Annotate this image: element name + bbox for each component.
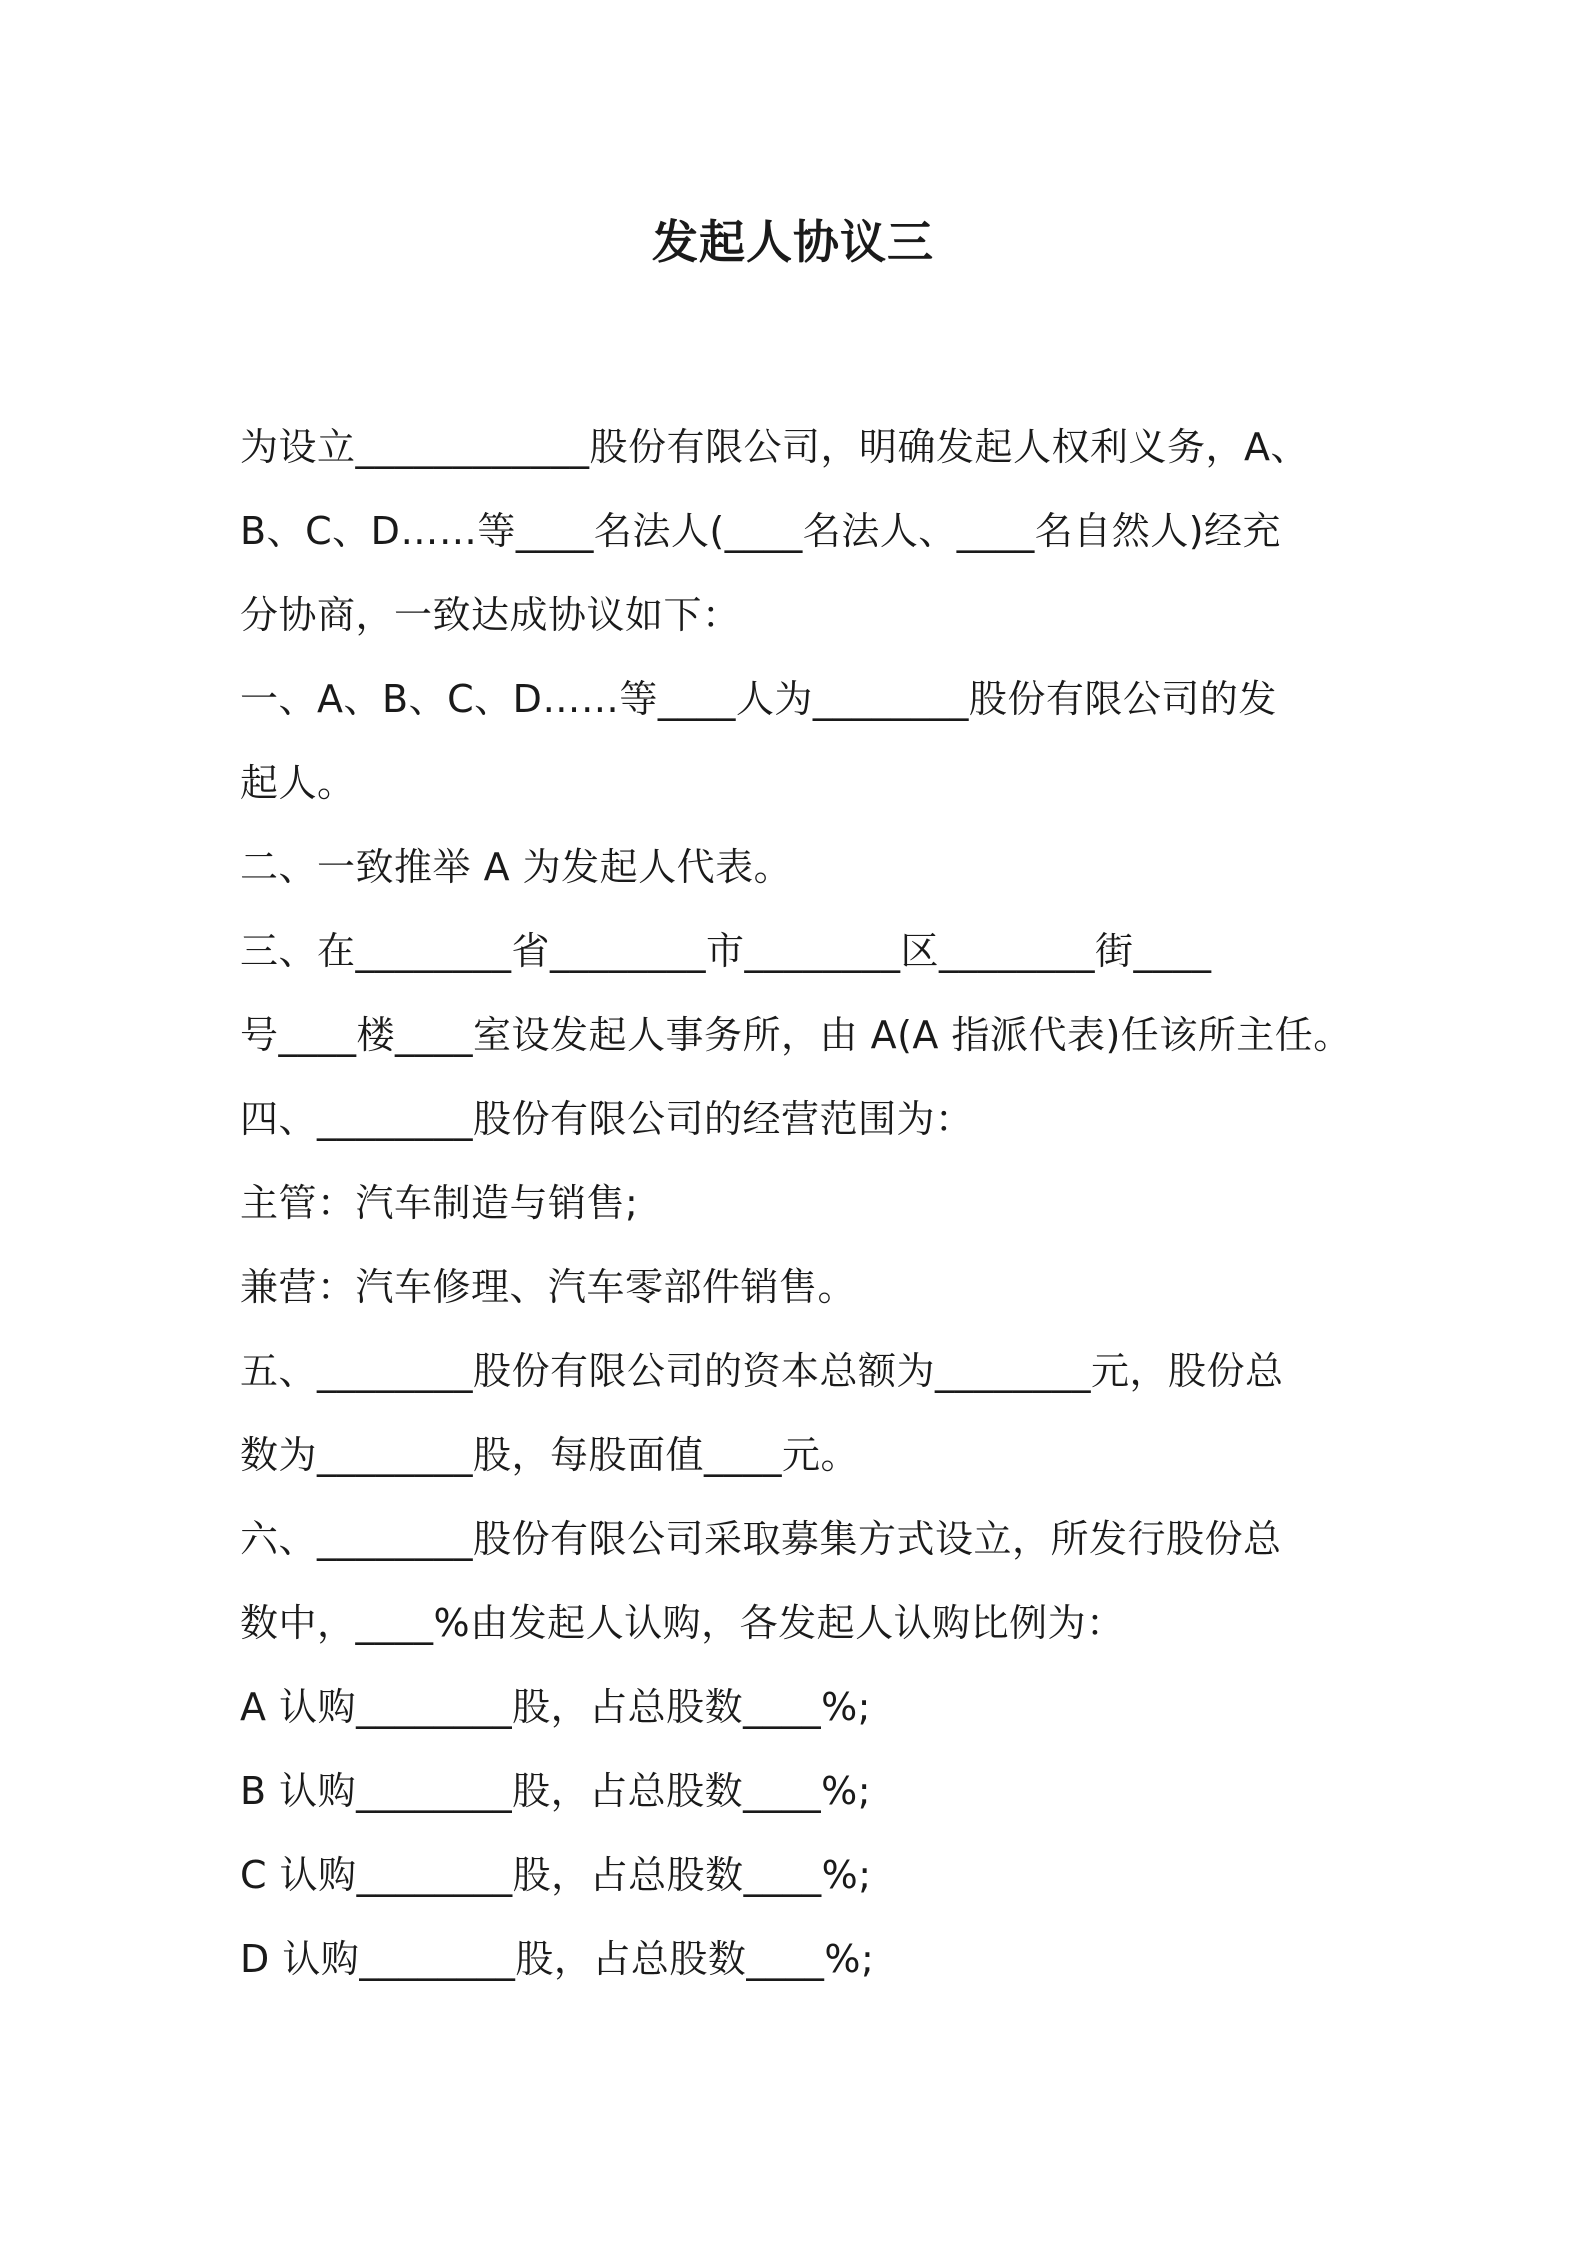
- paragraph-line: A 认购________股，占总股数____%;: [240, 1685, 871, 1729]
- paragraph-line: 数为________股，每股面值____元。: [240, 1433, 860, 1477]
- paragraph-line: 四、________股份有限公司的经营范围为：: [240, 1097, 974, 1141]
- paragraph-line: 起人。: [240, 761, 356, 805]
- paragraph-line: 为设立____________股份有限公司，明确发起人权利义务，A、: [240, 425, 1309, 469]
- paragraph-line: B 认购________股，占总股数____%;: [240, 1769, 872, 1813]
- document-title: 发起人协议三: [652, 215, 934, 269]
- paragraph-line: B、C、D……等____名法人(____名法人、____名自然人)经充: [240, 509, 1282, 553]
- paragraph-line: C 认购________股，占总股数____%;: [240, 1853, 872, 1897]
- paragraph-line: 数中，____%由发起人认购，各发起人认购比例为：: [240, 1601, 1125, 1645]
- paragraph-line: 主管：汽车制造与销售;: [240, 1181, 639, 1225]
- paragraph-line: 六、________股份有限公司采取募集方式设立，所发行股份总: [240, 1517, 1282, 1561]
- paragraph-line: 分协商，一致达成协议如下：: [240, 593, 741, 637]
- paragraph-line: D 认购________股，占总股数____%;: [240, 1937, 875, 1981]
- paragraph-line: 兼营：汽车修理、汽车零部件销售。: [240, 1265, 857, 1309]
- paragraph-line: 三、在________省________市________区________街____: [240, 929, 1212, 973]
- paragraph-line: 一、A、B、C、D……等____人为________股份有限公司的发: [240, 677, 1277, 721]
- paragraph-line: 号____楼____室设发起人事务所，由 A(A 指派代表)任该所主任。: [240, 1013, 1352, 1057]
- document-body: [240, 405, 1370, 2001]
- paragraph-line: 五、________股份有限公司的资本总额为________元，股份总: [240, 1349, 1284, 1393]
- paragraph-line: 二、一致推举 A 为发起人代表。: [240, 845, 793, 889]
